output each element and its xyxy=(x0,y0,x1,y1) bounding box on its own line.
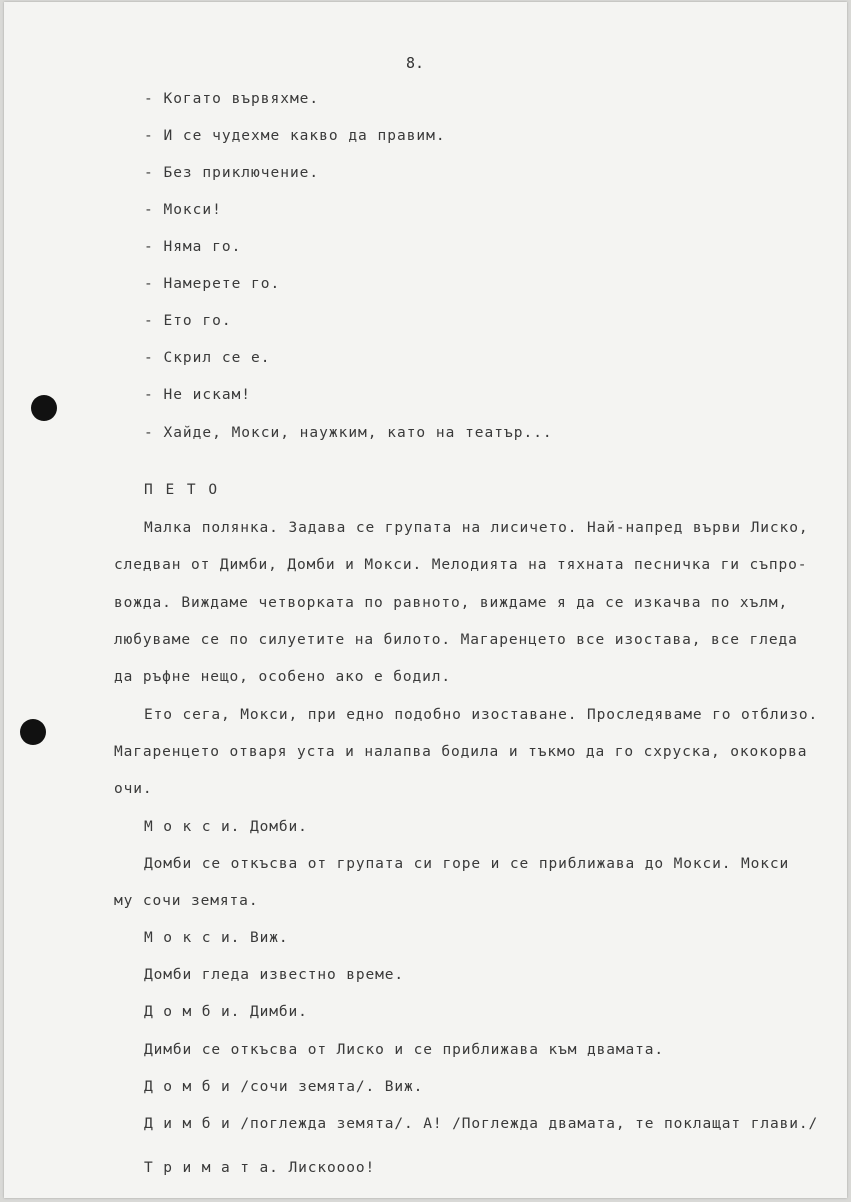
dialogue-line: - Мокси! xyxy=(144,202,222,218)
stage-direction: Домби се откъсва от групата си горе и се приближава до Мокси. Мокси xyxy=(144,856,790,872)
script-line xyxy=(144,819,308,835)
speaker-name: Д о м б и. xyxy=(144,1004,241,1020)
speaker-text: Домби. xyxy=(249,819,308,835)
paragraph-line: следван от Димби, Домби и Мокси. Мелодията на тяхната песничка ги съпро- xyxy=(114,557,808,573)
script-line xyxy=(144,1079,423,1095)
stage-direction: Димби се откъсва от Лиско и се приближава към двамата. xyxy=(144,1042,665,1058)
paragraph-line: Ето сега, Мокси, при едно подобно изоставане. Проследяваме го отблизо. xyxy=(144,707,819,723)
paragraph-line: Магаренцето отваря уста и налапва бодила и тъкмо да го схруска, ококорва xyxy=(114,744,808,760)
dialogue-line: - Не искам! xyxy=(144,387,252,403)
speaker-name: Д о м б и xyxy=(144,1079,231,1095)
dialogue-line: - Когато вървяхме. xyxy=(144,91,320,107)
script-line xyxy=(144,1160,375,1176)
speaker-text: Виж. xyxy=(249,930,289,946)
punch-hole-bottom xyxy=(20,719,46,745)
document-page xyxy=(4,2,847,1198)
dialogue-line: - Ето го. xyxy=(144,313,232,329)
paragraph-line: любуваме се по силуетите на билото. Магаренцето все изостава, все гледа xyxy=(114,632,798,648)
punch-hole-top xyxy=(31,395,57,421)
speaker-text: Димби. xyxy=(249,1004,308,1020)
speaker-text: /поглежда земята/. А! /Поглежда двамата, те поклащат глави./ xyxy=(240,1116,819,1132)
section-heading: П Е Т О xyxy=(144,482,220,498)
dialogue-line: - Без приключение. xyxy=(144,165,320,181)
speaker-name: Т р и м а т а. xyxy=(144,1160,279,1176)
paragraph-line: Малка полянка. Задава се групата на лисичето. Най-напред върви Лиско, xyxy=(144,520,809,536)
script-line xyxy=(144,1116,818,1132)
dialogue-line: - Няма го. xyxy=(144,239,242,255)
speaker-name: М о к с и. xyxy=(144,819,241,835)
speaker-name: М о к с и. xyxy=(144,930,241,946)
dialogue-line: - И се чудехме какво да правим. xyxy=(144,128,446,144)
dialogue-line: - Намерете го. xyxy=(144,276,281,292)
speaker-text: Лискоооо! xyxy=(288,1160,376,1176)
speaker-text: /сочи земята/. Виж. xyxy=(240,1079,424,1095)
dialogue-line: - Хайде, Мокси, наужким, като на театър... xyxy=(144,425,553,441)
script-line xyxy=(144,930,288,946)
stage-direction: му сочи земята. xyxy=(114,893,259,909)
stage-direction: Домби гледа известно време. xyxy=(144,967,405,983)
dialogue-line: - Скрил се е. xyxy=(144,350,271,366)
paragraph-line: очи. xyxy=(114,781,153,797)
script-line xyxy=(144,1004,308,1020)
page-number: 8. xyxy=(406,54,425,72)
speaker-name: Д и м б и xyxy=(144,1116,231,1132)
paragraph-line: да ръфне нещо, особено ако е бодил. xyxy=(114,669,452,685)
paragraph-line: вожда. Виждаме четворката по равното, виждаме я да се изкачва по хълм, xyxy=(114,595,789,611)
